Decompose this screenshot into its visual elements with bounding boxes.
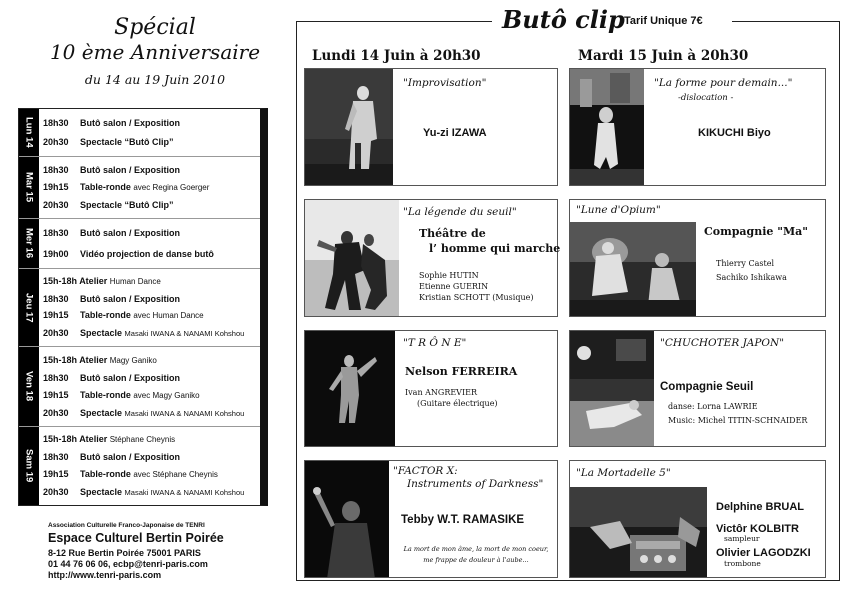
schedule-day-mar [19,157,260,219]
performer-name: KIKUCHI Biyo [698,127,771,139]
performance-card-chuchoter-japon [569,330,826,447]
schedule-day-sam [19,427,260,505]
schedule-table [18,108,268,506]
panel-title-box [492,5,732,35]
performance-photo [570,487,707,577]
street-address: 8-12 Rue Bertin Poirée 75001 PARIS [48,548,201,558]
schedule-row: 18h30 Butô salon / Exposition [43,228,181,239]
contact-info[interactable]: 01 44 76 06 06, ecbp@tenri-paris.com [48,559,208,569]
schedule-row: 19h15 Table-ronde avec Stéphane Cheynis [43,468,218,479]
schedule-row: 18h30 Butô salon / Exposition [43,452,181,463]
performer-name: Yu-zi IZAWA [423,127,487,139]
performance-title: "Improvisation" [403,77,487,89]
performer-name: Tebby W.T. RAMASIKE [401,514,525,526]
anniversary-header [40,16,270,87]
schedule-row: 19h15 Table-ronde avec Regina Goerger [43,181,210,192]
anniversary-title: 10 ème Anniversaire [49,40,261,64]
performance-card-la-forme [569,68,826,186]
performance-photo [305,69,393,185]
day-label: Ven 18 [19,347,39,426]
performer-name: Nelson FERREIRA [405,365,518,378]
performance-title: "La légende du seuil" [403,206,517,218]
cast-member: Thierry Castel [716,259,774,268]
performance-photo [305,200,399,316]
venue-name: Espace Culturel Bertin Poirée [48,531,224,545]
association-name: Association Culturelle Franco-Japonaise de TENRI [48,522,205,529]
cast-member: Sachiko Ishikawa [716,273,787,282]
musician-role: (Guitare électrique) [417,399,498,408]
performer-name: Delphine BRUAL [716,501,804,513]
day-label: Mar 15 [19,157,39,218]
company-name-line1: Théâtre de [419,227,486,240]
performer-name: Victôr KOLBITR [716,523,799,535]
performance-photo [305,331,395,446]
schedule-row: 20h30 Spectacle “Butô Clip” [43,137,174,148]
performance-card-legende-du-seuil [304,199,561,317]
company-name: Compagnie "Ma" [704,225,809,238]
schedule-row: 20h30 Spectacle Masaki IWANA & NANAMI Kohshou [43,407,245,418]
schedule-day-lun [19,109,260,157]
column-header-tuesday: Mardi 15 Juin à 20h30 [578,48,749,64]
schedule-row: 18h30 Butô salon / Exposition [43,293,181,304]
musician-name: Ivan ANGREVIER [405,388,477,397]
performance-card-lune-opium [569,199,826,317]
date-range: du 14 au 19 Juin 2010 [84,72,226,87]
website-link[interactable]: http://www.tenri-paris.com [48,570,162,580]
performance-title: "La forme pour demain..." [654,77,793,89]
company-name: Compagnie Seuil [660,381,754,393]
company-name-line2: l’ homme qui marche [429,242,561,255]
cast-member: Sophie HUTIN [419,271,479,280]
panel-title: Butô clip [502,5,625,34]
schedule-row: 18h30 Butô salon / Exposition [43,164,181,175]
venue-address [48,522,278,581]
tarif-label: Tarif Unique 7€ [624,15,703,27]
cast-member: Etienne GUERIN [419,282,489,291]
schedule-row: 19h15 Table-ronde avec Human Dance [43,310,204,321]
schedule-row: 19h00 Vidéo projection de danse butô [43,248,214,259]
performer-role: trombone [724,559,761,568]
schedule-day-jeu [19,269,260,347]
day-label: Jeu 17 [19,269,39,346]
performance-photo [305,461,389,577]
day-label: Sam 19 [19,427,39,505]
performance-title-line1: "FACTOR X: [393,465,458,477]
performer-role: sampleur [724,534,760,543]
performance-photo [570,331,654,446]
schedule-day-ven [19,347,260,427]
performance-title: "T R Ô N E" [403,337,467,349]
schedule-row: 15h-18h Atelier Human Dance [43,276,161,287]
dancer-credit: danse: Lorna LAWRIE [668,402,758,411]
schedule-row: 18h30 Butô salon / Exposition [43,372,181,383]
schedule-row: 15h-18h Atelier Stéphane Cheynis [43,434,176,445]
special-label: Spécial [114,15,196,40]
performance-subtitle: -dislocation - [678,93,734,103]
performance-card-improvisation [304,68,558,186]
performer-name: Olivier LAGODZKI [716,547,811,559]
day-label: Mer 16 [19,219,39,268]
performance-title: "La Mortadelle 5" [576,467,671,479]
performance-card-factor-x [304,460,558,578]
performance-title: "CHUCHOTER JAPON" [660,337,785,349]
cast-member: Kristian SCHOTT (Musique) [419,293,534,302]
schedule-row: 15h-18h Atelier Magy Ganiko [43,354,157,365]
performance-title: "Lune d'Opium" [576,204,661,216]
performance-card-la-mortadelle [569,460,826,578]
day-label: Lun 14 [19,109,39,156]
schedule-row: 20h30 Spectacle “Butô Clip” [43,200,174,211]
music-credit: Music: Michel TITIN-SCHNAIDER [668,416,808,425]
performance-card-trone [304,330,558,447]
schedule-row: 20h30 Spectacle Masaki IWANA & NANAMI Kohshou [43,327,245,338]
performance-quote: La mort de mon âme, la mort de mon coeur, me frappe de douleur à l'aube... [403,545,549,564]
schedule-row: 19h15 Table-ronde avec Magy Ganiko [43,389,200,400]
schedule-row: 20h30 Spectacle Masaki IWANA & NANAMI Kohshou [43,486,245,497]
schedule-row: 18h30 Butô salon / Exposition [43,117,181,128]
schedule-day-mer [19,219,260,269]
column-header-monday: Lundi 14 Juin à 20h30 [312,48,481,64]
performance-title-line2: Instruments of Darkness" [407,478,544,490]
performance-photo [570,222,696,316]
performance-photo [570,69,644,185]
